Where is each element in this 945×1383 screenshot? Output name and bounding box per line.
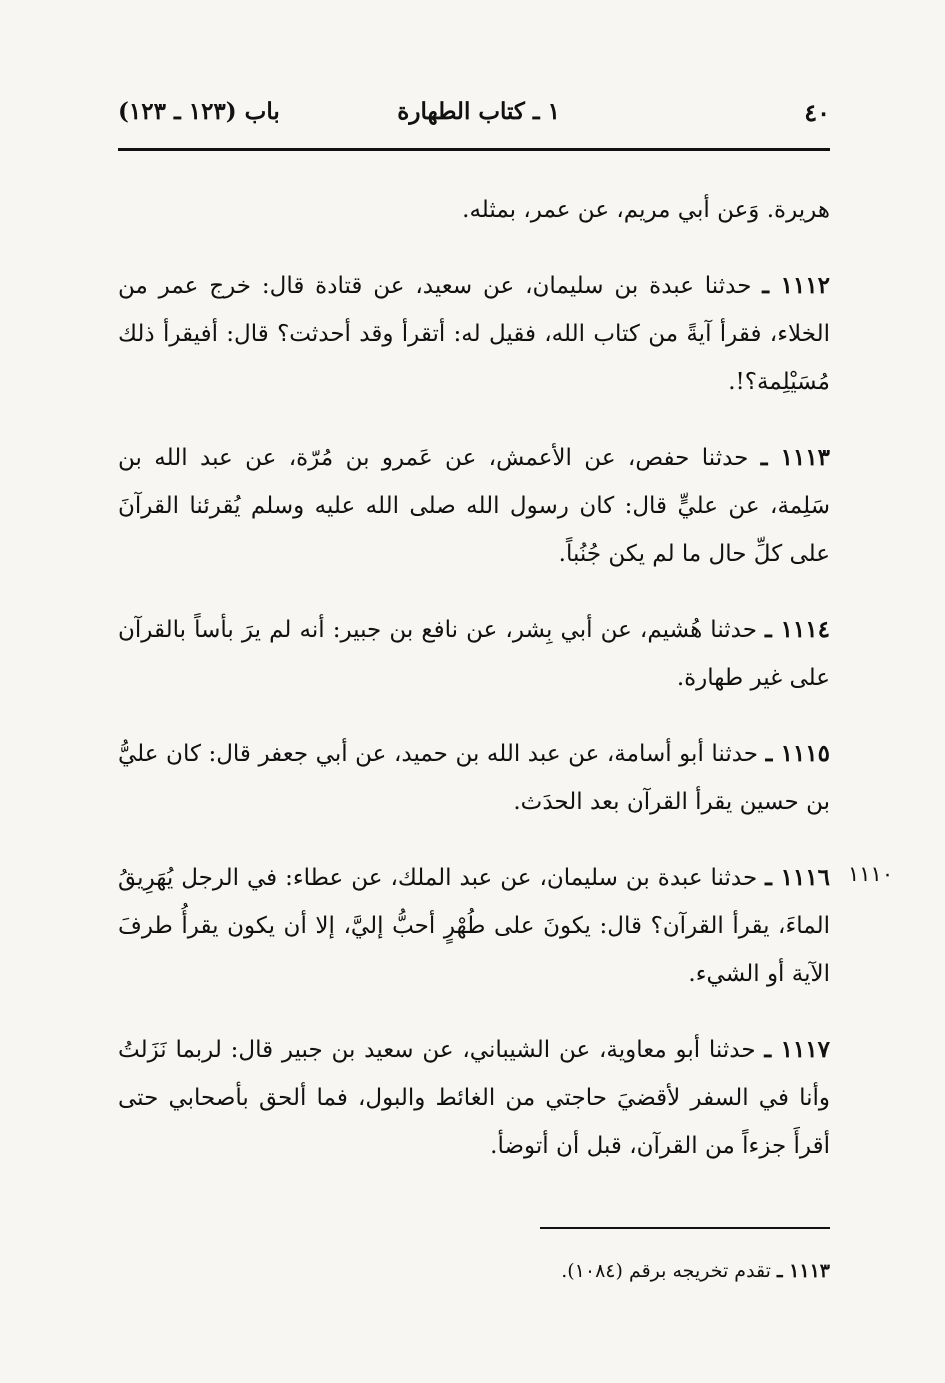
page-number: ٤٠ [804, 98, 830, 127]
footnote-divider [540, 1227, 830, 1229]
chapter-range: باب (١٢٣ ـ ١٢٣) [118, 98, 280, 125]
paragraph-text: حدثنا حفص، عن الأعمش، عن عَمرو بن مُرّة، عن عبد الله بن سَلِمة، عن عليٍّ قال: كان رسول الله صلى الله عليه وسلم يُقرئنا القرآنَ على كلِّ حال ما لم يكن جُنُباً. [118, 445, 830, 567]
hadith-number: ١١١٦ ـ [765, 864, 830, 891]
hadith-number: ١١١٥ ـ [765, 740, 830, 767]
paragraph-text: حدثنا هُشيم، عن أبي بِشر، عن نافع بن جبير: أنه لم يرَ بأساً بالقرآن على غير طهارة. [118, 617, 830, 691]
hadith-number: ١١١٧ ـ [764, 1036, 830, 1063]
margin-reference-number: ١١١٠ [848, 862, 894, 886]
paragraph-text: هريرة. وَعن أبي مريم، عن عمر، بمثله. [462, 197, 830, 223]
hadith-number: ١١١٢ ـ [762, 272, 830, 299]
footnote-text: تقدم تخريجه برقم (١٠٨٤). [561, 1260, 777, 1282]
page-header [118, 98, 830, 138]
hadith-1112 [118, 262, 830, 406]
paragraph-text: حدثنا أبو معاوية، عن الشيباني، عن سعيد بن جبير قال: لربما نَزَلتُ وأنا في السفر لأقضيَ حاجتي من الغائط والبول، فما ألحق بأصحابي حتى أقرأَ جزءاً من القرآن، قبل أن أتوضأ. [118, 1037, 830, 1159]
header-divider [118, 148, 830, 151]
book-title: ١ ـ كتاب الطهارة [397, 98, 560, 125]
main-text [118, 186, 830, 1198]
hadith-1113 [118, 434, 830, 578]
paragraph-text: حدثنا عبدة بن سليمان، عن سعيد، عن قتادة قال: خرج عمر من الخلاء، فقرأ آيةً من كتاب الله، فقيل له: أتقرأ وقد أحدثت؟ قال: أفيقرأ ذلك مُسَيْلِمة؟!. [118, 273, 830, 395]
paragraph-text: حدثنا أبو أسامة، عن عبد الله بن حميد، عن أبي جعفر قال: كان عليُّ بن حسين يقرأ القرآن بعد الحدَث. [118, 741, 830, 815]
hadith-number: ١١١٣ ـ [760, 444, 830, 471]
paragraph-continuation [118, 186, 830, 234]
paragraph-text: حدثنا عبدة بن سليمان، عن عبد الملك، عن عطاء: في الرجل يُهَرِيقُ الماءَ، يقرأ القرآن؟ قال: يكونَ على طُهْرٍ أحبُّ إليَّ، إلا أن يكون يقرأُ طرفَ الآية أو الشيء. [118, 865, 830, 987]
hadith-1117 [118, 1026, 830, 1170]
hadith-number: ١١١٤ ـ [765, 616, 830, 643]
hadith-1115 [118, 730, 830, 826]
footnote [300, 1256, 830, 1286]
hadith-1114 [118, 606, 830, 702]
footnote-number: ١١١٣ ـ [776, 1260, 830, 1282]
hadith-1116 [118, 854, 830, 998]
